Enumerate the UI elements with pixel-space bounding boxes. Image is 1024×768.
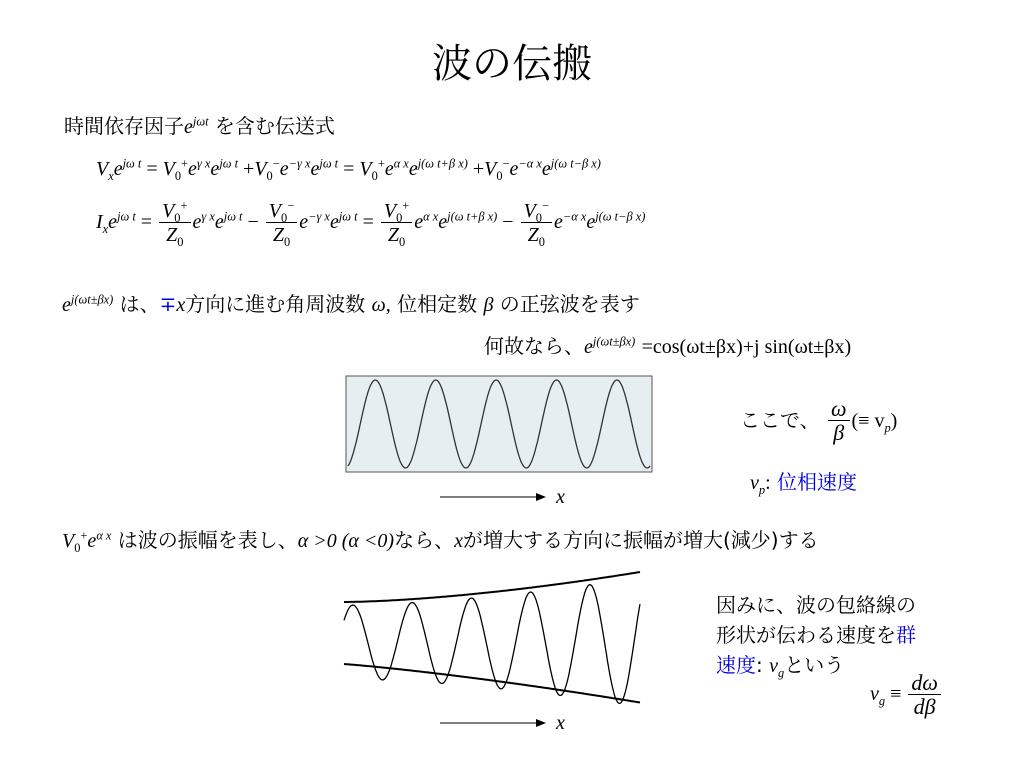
gv-line-3c: という — [784, 653, 845, 677]
amp-e: e — [87, 530, 97, 552]
here-label: ここで、 — [740, 408, 820, 432]
equiv-vp-sub: p — [884, 421, 891, 435]
gv-line-3a: 速度 — [716, 653, 756, 677]
sine-wave-box — [346, 376, 652, 472]
amp-sym: V — [62, 530, 75, 552]
statement-var: x — [176, 294, 186, 316]
reason-expr-exp: j(ωt±βx) — [592, 334, 636, 349]
eq2-t3-exp1: α x — [423, 209, 439, 224]
amplitude-statement — [62, 524, 819, 553]
statement-expr-base: e — [62, 294, 71, 316]
eq1-t1-exp1: γ x — [196, 156, 211, 171]
x-axis-arrow-head-1 — [536, 493, 546, 501]
eq2-frac-3: $\frac{V_0^+}{Z_0}$ — [381, 200, 412, 247]
phase-velocity-label — [750, 466, 857, 495]
reason-expr-base: e — [584, 336, 593, 358]
gv-formula-sub: g — [878, 694, 886, 709]
intro-factor-exponent: jωt — [192, 114, 209, 129]
x-axis-label-2: x — [556, 712, 565, 734]
omega-numerator: ω — [828, 398, 850, 421]
gv-denominator: dβ — [913, 694, 936, 719]
eq2-t2-exp1: −γ x — [308, 209, 330, 224]
amp-var: x — [454, 530, 463, 552]
gv-formula-equiv: ≡ — [890, 683, 902, 706]
eq1-t1-exp2: jω t — [219, 156, 239, 171]
eq1-t2-exp1: −γ x — [288, 156, 311, 171]
gv-numerator: dω — [908, 672, 941, 695]
vp-sub: p — [758, 483, 766, 497]
statement-text-3: 位相定数 — [397, 292, 478, 316]
amp-text-3: が増大する方向に振幅が増大(減少)する — [462, 528, 819, 552]
growing-wave-figure — [340, 560, 650, 740]
intro-tail: を含む伝送式 — [214, 114, 335, 138]
eq2-t2-exp2: jω t — [338, 209, 358, 224]
eq2-frac-2: $\frac{V_0^-}{Z_0}$ — [266, 200, 297, 247]
amp-condition: α >0 (α <0) — [297, 530, 395, 552]
reason-rhs: =cos(ωt±βx)+j sin(ωt±βx) — [641, 336, 852, 358]
eq2-frac-4: $\frac{V_0^-}{Z_0}$ — [521, 200, 552, 247]
sine-wave-figure — [340, 370, 660, 510]
group-velocity-text — [716, 590, 976, 681]
current-equation: $I_xe^{j\omega t}$ = $\frac{V_0^+}{Z_0}$ $e^{\gamma x}e^{j\omega t}$ − $\frac{V_0^-}{Z_0}$ $e^{-\gamma x}e^{j\omega t}$ = $\frac{V_0^+}{Z_0}$ $e^{\alpha x}e^{j(\omega t+\beta x)}$ − $\frac{V_0^-}{Z_0}$ $e^{-\alpha x}e^{j(\omega t-\beta x)}$ — [96, 198, 646, 249]
eq1-t4-exp2: j(ω t−β x) — [550, 156, 601, 171]
group-velocity-formula — [870, 672, 943, 719]
vp-label: 位相速度 — [777, 470, 858, 494]
eq2-t4-exp2: j(ω t−β x) — [595, 209, 646, 224]
eq2-frac-1: $\frac{V_0^+}{Z_0}$ — [159, 200, 190, 247]
amp-text-1: は波の振幅を表し、 — [117, 528, 298, 552]
growing-wave-line — [344, 585, 640, 704]
equiv-vp: (≡ v — [851, 410, 885, 432]
page-title: 波の伝搬 — [432, 41, 592, 87]
statement-sign: ∓ — [159, 294, 177, 316]
voltage-equation: $V_xe^{j\omega t} = V_0^+e^{\gamma x}e^{j\omega t} +V_0^-e^{-\gamma x}e^{j\omega t} = V_0^+e^{\alpha x}e^{j(\omega t+\beta x)} +V_0^-e^{-\alpha x}e^{j(\omega t-\beta x)}$ — [96, 156, 601, 183]
eq1-lhs: V — [96, 158, 109, 180]
d-omega-over-d-beta — [908, 672, 941, 719]
eq1-lhs-exp: jω t — [122, 156, 142, 171]
gv-vg-sub: g — [778, 666, 785, 680]
eq1-t3-exp1: α x — [393, 156, 409, 171]
gv-line-2b: 群 — [896, 623, 916, 647]
statement-text-1: は、 — [119, 292, 160, 316]
intro-text: 時間依存因子 — [64, 114, 184, 138]
amp-sym-sup: + — [80, 528, 88, 543]
gv-line-2a: 形状が伝わる速度を — [716, 623, 896, 647]
gv-line-1: 因みに、波の包絡線の — [716, 593, 916, 617]
eq2-lhs: I — [96, 211, 103, 234]
equiv-close: ) — [890, 410, 898, 432]
wave-statement — [62, 288, 640, 317]
amp-text-2: なら、 — [394, 528, 455, 552]
eq2-t1-exp2: jω t — [223, 209, 243, 224]
gv-line-2 — [716, 620, 976, 650]
reason-label: 何故なら、 — [484, 334, 584, 358]
intro-line — [64, 110, 335, 139]
eq2-t3-exp2: j(ω t+β x) — [447, 209, 498, 224]
vp-symbol: v — [750, 472, 759, 494]
phase-velocity-definition — [740, 398, 897, 445]
eq1-t2-exp2: jω t — [319, 156, 339, 171]
eq2-t4-exp1: −α x — [562, 209, 587, 224]
statement-text-4: の正弦波を表す — [499, 292, 640, 316]
statement-beta: β — [483, 294, 494, 316]
amp-e-exp: α x — [96, 528, 112, 543]
x-axis-arrow-head-2 — [536, 719, 546, 727]
gv-formula-lhs: v — [870, 683, 879, 706]
vp-colon: : — [765, 472, 771, 494]
omega-over-beta — [828, 398, 850, 445]
eq1-t3-exp2: j(ω t+β x) — [417, 156, 468, 171]
statement-text-2: 方向に進む角周波数 — [185, 292, 366, 316]
beta-denominator: β — [833, 420, 845, 445]
x-axis-label-1: x — [556, 486, 565, 508]
eq2-lhs-sub: x — [102, 222, 109, 237]
amp-sym-sub: 0 — [74, 541, 81, 555]
reason-line — [484, 330, 851, 359]
gv-vg: v — [769, 655, 778, 677]
eq2-t1-exp1: γ x — [201, 209, 215, 224]
eq1-t4-exp1: −α x — [518, 156, 542, 171]
statement-omega: ω, — [371, 294, 391, 316]
eq1-lhs-sub: x — [108, 169, 114, 183]
eq2-lhs-exp: jω t — [117, 209, 136, 224]
statement-expr-exp: j(ωt±βx) — [70, 292, 114, 307]
gv-line-3b: : — [756, 653, 770, 677]
intro-factor: e — [184, 116, 193, 138]
